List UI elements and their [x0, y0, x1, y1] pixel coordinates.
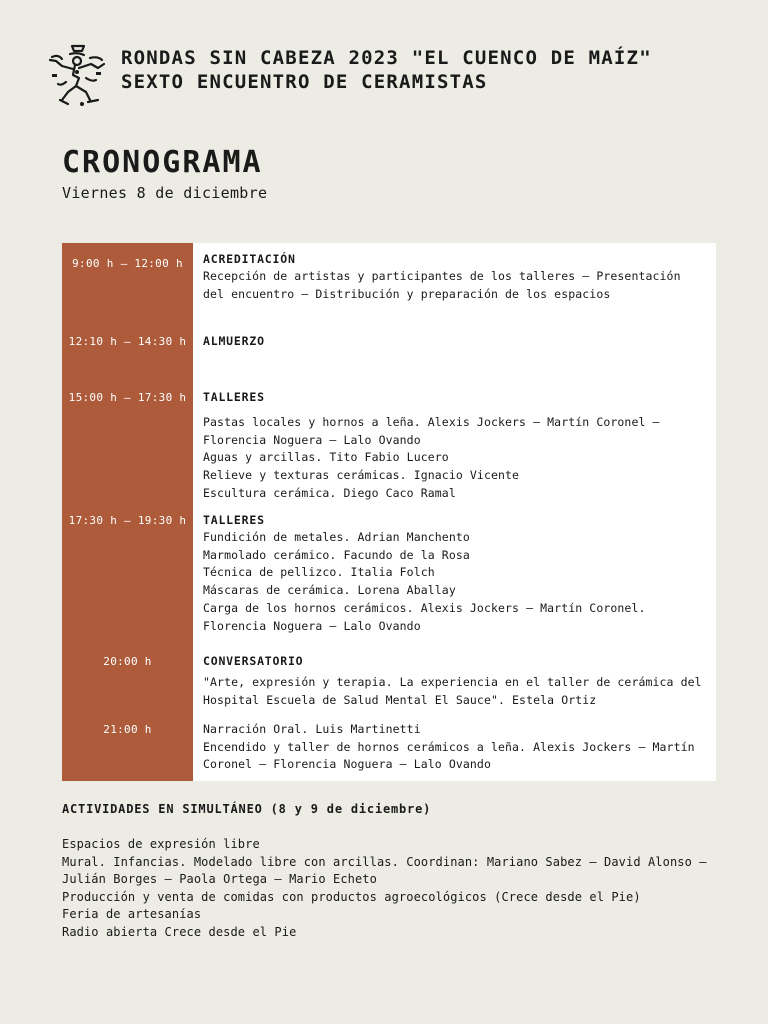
schedule-row	[203, 512, 709, 635]
schedule-row	[203, 333, 709, 350]
schedule-table	[62, 243, 716, 781]
activity-line: Máscaras de cerámica. Lorena Aballay	[203, 583, 456, 598]
activity-line: Coronel – Florencia Noguera – Lalo Ovando	[203, 757, 491, 772]
time-slot: 21:00 h	[103, 723, 152, 736]
time-slot: 17:30 h – 19:30 h	[68, 514, 187, 527]
activity-heading: ALMUERZO	[203, 334, 265, 348]
list-item: Feria de artesanías	[62, 907, 202, 921]
time-slot: 9:00 h – 12:00 h	[72, 257, 183, 270]
activity-line: Narración Oral. Luis Martinetti	[203, 722, 421, 736]
activity-line: Relieve y texturas cerámicas. Ignacio Vicente	[203, 468, 520, 483]
activity-heading: ACREDITACIÓN	[203, 252, 296, 266]
simultaneous-activities	[62, 801, 712, 941]
schedule-row	[203, 721, 709, 774]
page-title: CRONOGRAMA	[62, 145, 263, 180]
schedule-row	[203, 251, 709, 303]
list-item: Radio abierta Crece desde el Pie	[62, 924, 297, 939]
event-title: RONDAS SIN CABEZA 2023 "EL CUENCO DE MAÍZ"	[121, 47, 652, 69]
activity-line: Fundición de metales. Adrian Manchento	[203, 530, 470, 544]
list-item: Espacios de expresión libre	[62, 837, 260, 851]
date-subtitle: Viernes 8 de diciembre	[62, 184, 268, 202]
time-slot: 15:00 h – 17:30 h	[68, 391, 187, 404]
activity-line: Florencia Noguera – Lalo Ovando	[203, 618, 421, 633]
time-slot: 20:00 h	[103, 655, 152, 668]
event-subtitle: SEXTO ENCUENTRO DE CERAMISTAS	[121, 71, 488, 93]
activity-line: Pastas locales y hornos a leña. Alexis Jockers – Martín Coronel –	[203, 415, 660, 429]
activity-line: Aguas y arcillas. Tito Fabio Lucero	[203, 450, 449, 465]
activity-heading: TALLERES	[203, 390, 265, 404]
dancing-figure-logo-icon	[46, 42, 108, 108]
activity-line: Escultura cerámica. Diego Caco Ramal	[203, 485, 456, 500]
event-header	[121, 46, 652, 94]
activity-line: Técnica de pellizco. Italia Folch	[203, 565, 435, 580]
activity-line: Recepción de artistas y participantes de los talleres – Presentación	[203, 269, 681, 283]
activity-line: del encuentro – Distribución y preparación de los espacios	[203, 286, 611, 301]
activity-line: Encendido y taller de hornos cerámicos a leña. Alexis Jockers – Martín	[203, 739, 695, 754]
activity-line: "Arte, expresión y terapia. La experiencia en el taller de cerámica del	[203, 675, 702, 689]
activity-line: Florencia Noguera – Lalo Ovando	[203, 432, 421, 447]
list-item: Julián Borges – Paola Ortega – Mario Echeto	[62, 872, 377, 886]
activity-line: Marmolado cerámico. Facundo de la Rosa	[203, 547, 470, 562]
time-slot: 12:10 h – 14:30 h	[68, 335, 187, 348]
time-column	[62, 243, 193, 781]
activity-line: Hospital Escuela de Salud Mental El Sauce". Estela Ortiz	[203, 692, 597, 707]
activity-heading: TALLERES	[203, 513, 265, 527]
schedule-row	[203, 389, 709, 503]
activity-heading: CONVERSATORIO	[203, 654, 304, 668]
activity-line: Carga de los hornos cerámicos. Alexis Jockers – Martín Coronel.	[203, 600, 646, 615]
simultaneous-heading: ACTIVIDADES EN SIMULTÁNEO (8 y 9 de diciembre)	[62, 802, 432, 816]
schedule-row	[203, 653, 709, 709]
list-item: Mural. Infancias. Modelado libre con arcillas. Coordinan: Mariano Sabez – David Alonso –	[62, 854, 707, 869]
list-item: Producción y venta de comidas con productos agroecológicos (Crece desde el Pie)	[62, 889, 641, 904]
